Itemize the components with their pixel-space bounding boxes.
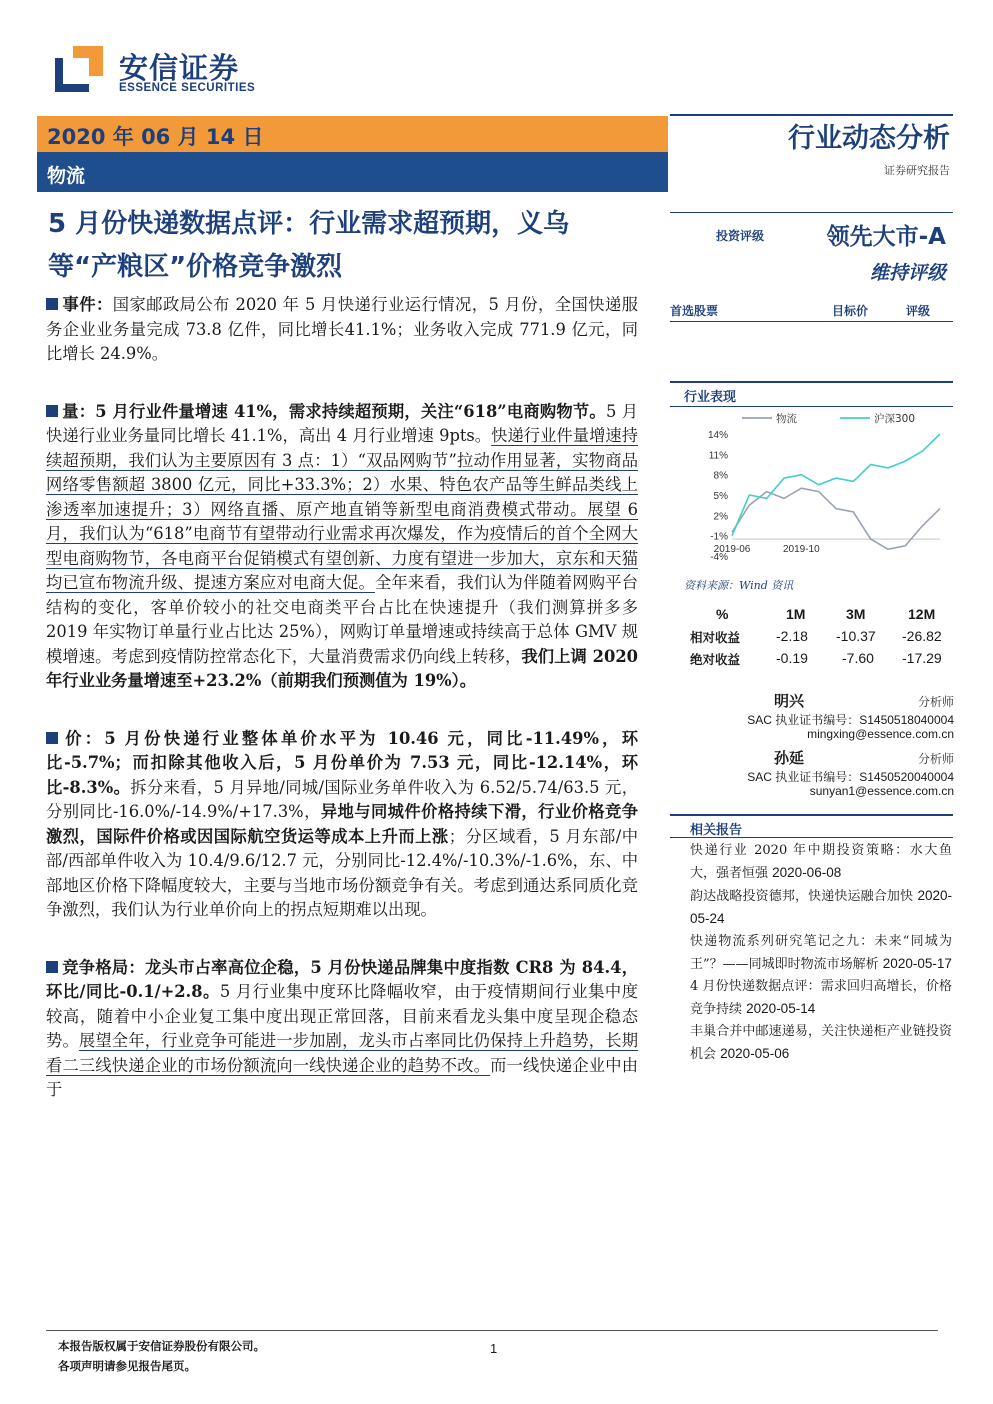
related-report-text: 快递物流系列研究笔记之九：未来“同城为王”？——同城即时物流市场解析: [690, 934, 952, 972]
competition-text-2: 而一线快递企业中由于: [46, 1055, 638, 1099]
rating-value: 领先大市-A: [826, 224, 946, 250]
bullet-square-icon: [46, 732, 58, 744]
bullet-square-icon: [46, 405, 58, 417]
logo-en-text: ESSENCE SECURITIES: [119, 82, 256, 94]
stock-col-name: 首选股票: [670, 304, 719, 318]
related-report-text: 4 月份快递数据点评：需求回归高增长，价格竞争持续: [690, 979, 952, 1017]
paragraph-volume: [46, 400, 638, 694]
sector-bar: [37, 152, 668, 192]
related-reports-list: [690, 840, 952, 1066]
related-report-item[interactable]: [690, 1021, 952, 1066]
date-bar: [37, 116, 668, 152]
logo-mark-icon: [55, 44, 105, 94]
analyst-role: 分析师: [917, 752, 954, 766]
related-report-item[interactable]: [690, 885, 952, 931]
related-report-date: 2020-05-17: [882, 956, 952, 971]
y-tick-label: 5%: [713, 491, 728, 502]
related-report-item[interactable]: [690, 931, 952, 976]
bullet-square-icon: [46, 298, 58, 310]
rating-rule: [670, 212, 953, 213]
returns-cell-1m: -0.19: [776, 650, 808, 666]
report-title: [48, 203, 648, 289]
company-logo: [55, 44, 265, 100]
event-label: 事件：: [62, 295, 113, 314]
legend-label: 沪深300: [874, 413, 916, 425]
paragraph-event: [46, 293, 638, 367]
analyst-role: 分析师: [917, 695, 954, 709]
report-subtype: 证券研究报告: [884, 164, 950, 177]
footer-notice: 各项声明请参见报告尾页。: [58, 1359, 196, 1373]
returns-header-1m: 1M: [786, 606, 806, 622]
returns-cell-12m: -17.29: [902, 650, 942, 666]
rating-label: 投资评级: [716, 229, 765, 243]
analyst-sac: SAC 执业证书编号：S1450520040004: [747, 770, 954, 784]
report-title-line2: 等“产粮区”价格竞争激烈: [48, 252, 343, 282]
chart-source: 资料来源：Wind 资讯: [684, 579, 794, 592]
x-tick-label: 2019-10: [782, 544, 820, 556]
industry-performance-title: [670, 381, 953, 407]
paragraph-price: [46, 727, 638, 923]
report-date: 2020 年 06 月 14 日: [47, 125, 264, 149]
event-text: 国家邮政局公布 2020 年 5 月快递行业运行情况，5 月份，全国快递服务企业业务量完成 73.8 亿件，同比增长41.1%；业务收入完成 771.9 亿元，同比增长 24.9%。: [46, 295, 638, 363]
related-reports-label: 相关报告: [690, 823, 743, 838]
related-reports-title: [670, 814, 953, 838]
returns-cell-12m: -26.82: [902, 628, 942, 644]
returns-cell-3m: -10.37: [836, 628, 876, 644]
page-number: 1: [490, 1341, 498, 1356]
returns-cell-1m: -2.18: [776, 628, 808, 644]
y-tick-label: 11%: [708, 450, 728, 462]
stock-col-rating: 评级: [906, 304, 931, 318]
competition-bold-1: 竞争格局：龙头市占率高位企稳，5 月份快递品牌集中度指数 CR8 为 84.4，环比/同比-0.1/+2.8。: [46, 957, 638, 1001]
related-report-text: 韵达战略投资德邦，快递快运融合加快: [690, 889, 914, 904]
returns-header-3m: 3M: [846, 606, 866, 622]
bullet-square-icon: [46, 961, 58, 973]
related-report-item[interactable]: [690, 976, 952, 1021]
volume-bold-1: 量：5 月行业件量增速 41%，需求持续超预期，关注“618”电商购物节。: [62, 401, 606, 421]
volume-text-2: 全年来看，我们认为伴随着网购平台结构的变化，客单价较小的社交电商类平台占比在快速提升（我们测算拼多多 2019 年实物订单量行业占比达 25%），网购订单量增速或持续高于总体 GMV 规模增速。考虑到疫情防控常态化下，大量消费需求仍向线上转移，: [46, 573, 638, 666]
industry-performance-label: 行业表现: [684, 390, 737, 405]
y-tick-label: 14%: [707, 430, 728, 441]
y-tick-label: 8%: [713, 470, 728, 482]
competition-text-1: 5 月行业集中度环比降幅收窄，由于疫情期间行业集中度较高，随着中小企业复工集中度出现正常回落，目前来看龙头集中度呈现企稳态势。: [46, 982, 638, 1050]
analyst-name: 明兴: [774, 692, 805, 710]
returns-row-label: 相对收益: [690, 630, 741, 645]
analyst-sac: SAC 执业证书编号：S1450518040004: [747, 713, 954, 727]
analyst-name: 孙延: [774, 749, 805, 767]
related-report-date: 2020-05-06: [720, 1046, 790, 1061]
related-report-text: 丰巢合并中邮速递易，关注快递柜产业链投资机会: [690, 1024, 952, 1062]
logo-cn-text: 安信证券: [119, 51, 240, 85]
rating-action: 维持评级: [869, 262, 946, 284]
industry-performance-chart: [670, 406, 953, 576]
price-bold-1: 价：5 月份快递行业整体单价水平为 10.46 元，同比-11.49%，环比-5.7%；而扣除其他收入后，5 月份单价为 7.53 元，同比-12.14%，环比-8.3%。: [46, 728, 638, 797]
price-bold-2: 异地与同城件价格持续下滑，行业价格竞争激烈，国际件价格或因国际航空货运等成本上升而上涨: [46, 802, 638, 846]
stock-col-target: 目标价: [832, 304, 869, 318]
analyst-email[interactable]: mingxing@essence.com.cn: [807, 727, 954, 741]
volume-text-1: 5 月快递行业业务量同比增长 41.1%，高出 4 月行业增速 9pts。: [46, 401, 638, 445]
returns-row-relative: [686, 626, 951, 648]
y-tick-label: -1%: [710, 531, 728, 543]
returns-header-unit: %: [716, 606, 729, 622]
returns-header-12m: 12M: [908, 606, 936, 622]
y-tick-label: 2%: [713, 511, 728, 523]
returns-table: [686, 604, 951, 670]
report-type: 行业动态分析: [788, 123, 950, 154]
series-line-csi300: [732, 434, 940, 536]
stock-table-header: [670, 298, 953, 322]
paragraph-competition: [46, 956, 638, 1103]
y-tick-label: -4%: [710, 552, 728, 563]
related-report-item[interactable]: [690, 840, 952, 885]
price-text-1: 拆分来看，5 月异地/同城/国际业务单件收入为 6.52/5.74/63.5 元，分别同比-16.0%/-14.9%/+17.3%，: [46, 777, 638, 821]
volume-bold-2: 我们上调 2020 年行业业务量增速至+23.2%（前期我们预测值为 19%）。: [46, 646, 638, 690]
competition-underline-1: 展望全年，行业竞争可能进一步加剧，龙头市占率同比仍保持上升趋势，长期看二三线快递企业的市场份额流向一线快递企业的趋势不改。: [46, 1031, 638, 1075]
related-report-date: 2020-05-14: [746, 1001, 816, 1016]
footer-copyright: 本报告版权属于安信证券股份有限公司。: [58, 1339, 265, 1353]
legend-label: 物流: [776, 413, 797, 425]
analyst-email[interactable]: sunyan1@essence.com.cn: [809, 784, 954, 798]
footer-rule: [46, 1330, 938, 1331]
volume-underline-1: 快递行业件量增速持续超预期，我们认为主要原因有 3 点：1）“双品网购节”拉动作用显著，实物商品网络零售额超 3800 亿元，同比+33.3%；2）水果、特色农产品等生鲜品类线上渗透率加速提升；3）网络直播、原产地直销等新型电商消费模式带动。展望 6 月，我们认为“618”电商节有望带动行业需求再次爆发，作为疫情后的首个全网大型电商购物节，各电商平台促销模式有望创新、力度有望进一步加大，京东和天猫均已宣布物流升级、提速方案应对电商大促。: [46, 426, 638, 592]
price-text-2: ；分区域看，5 月东部/中部/西部单件收入为 10.4/9.6/12.7 元，分别同比-12.4%/-10.3%/-1.6%，东、中部地区价格下降幅度较大，主要与当地市场份额竞争有关。考虑到通达系同质化竞争激烈，我们认为行业单价向上的拐点短期难以出现。: [46, 826, 638, 919]
x-tick-label: 2019-06: [713, 544, 751, 556]
footer-disclaimer: [58, 1336, 265, 1376]
sector-name: 物流: [47, 165, 86, 187]
returns-header-row: [686, 604, 951, 626]
returns-row-label: 绝对收益: [690, 652, 741, 667]
returns-row-absolute: [686, 648, 951, 670]
related-report-date: 2020-05-24: [690, 888, 952, 926]
report-title-line1: 5 月份快递数据点评：行业需求超预期，义乌: [48, 209, 570, 239]
related-report-text: 快递行业 2020 年中期投资策略：水大鱼大，强者恒强: [690, 843, 952, 881]
report-body: [46, 293, 638, 1103]
related-report-date: 2020-06-08: [772, 865, 842, 880]
returns-cell-3m: -7.60: [842, 650, 874, 666]
